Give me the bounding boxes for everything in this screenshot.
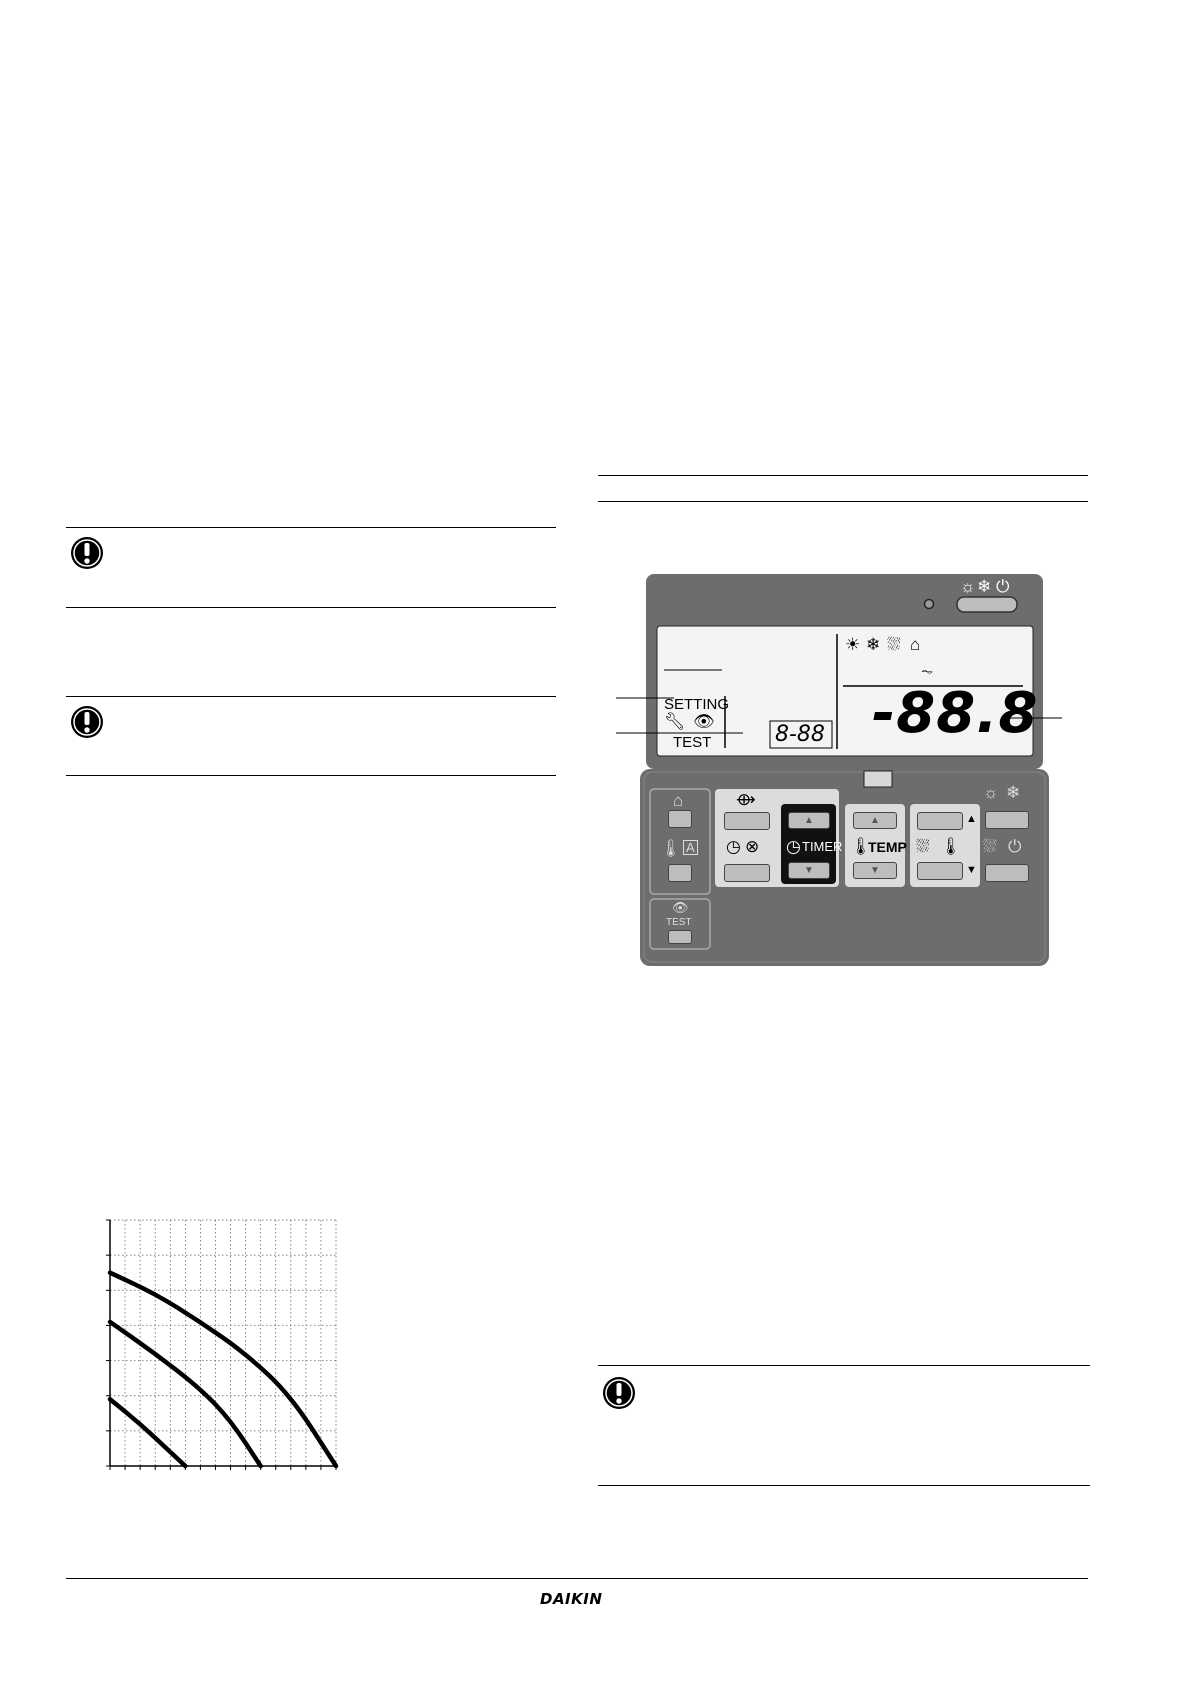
setting-label: SETTING	[664, 696, 730, 713]
clock-icon: ◷	[786, 837, 801, 856]
thermometer-icon: 🌡︎	[660, 839, 682, 858]
rule	[66, 607, 556, 608]
series-line-3	[110, 1399, 185, 1466]
eye-icon: 👁︎	[693, 712, 715, 731]
dhw-power-button[interactable]	[985, 864, 1029, 882]
sun-icon: ☼	[983, 783, 999, 802]
shower-icon: ⛆	[916, 837, 930, 856]
rule	[598, 1485, 1090, 1486]
temp-down-button[interactable]: ▼	[853, 862, 897, 879]
snowflake-icon: ❄	[1006, 783, 1021, 802]
remote-controller	[640, 574, 1049, 966]
thermometer-icon: 🌡︎	[850, 837, 872, 856]
sun-icon: ☀	[845, 635, 861, 654]
timer-label: TIMER	[802, 839, 843, 854]
house-icon: ⌂	[910, 635, 921, 654]
snowflake-icon: ❄	[866, 635, 881, 654]
footer-rule	[66, 1578, 1088, 1579]
big-segment-display: -88.8	[872, 681, 1039, 746]
rule	[66, 527, 556, 528]
timer-up-button[interactable]: ▲	[788, 812, 830, 829]
shower-icon: ⛆	[983, 837, 997, 856]
rule	[66, 696, 556, 697]
dhw-up-button[interactable]	[917, 812, 963, 830]
shower-icon: ⛆	[887, 635, 901, 654]
test-label: TEST	[673, 734, 712, 751]
timer-clear-button[interactable]	[724, 864, 770, 882]
eye-icon: 👁︎	[672, 900, 689, 915]
exclamation-icon	[70, 536, 104, 570]
power-icon: ⏻	[996, 577, 1010, 596]
timer-off-icon: ⊗	[745, 837, 760, 856]
rule	[66, 775, 556, 776]
temp-up-button[interactable]: ▲	[853, 812, 897, 829]
controller-body	[640, 574, 1049, 966]
program-icon: ⟴	[736, 790, 756, 809]
test-button-label: TEST	[666, 917, 692, 928]
pump-curve-chart	[100, 1218, 350, 1478]
timer-down-button[interactable]: ▼	[788, 862, 830, 879]
callout-lines	[610, 690, 1080, 750]
test-button[interactable]	[668, 930, 692, 944]
house-mode-button[interactable]	[668, 810, 692, 828]
weather-dependent-button[interactable]	[668, 864, 692, 882]
program-button[interactable]	[724, 812, 770, 830]
house-icon: ⌂	[673, 791, 684, 810]
down-arrow-icon: ▼	[966, 864, 977, 876]
rule	[598, 501, 1088, 502]
rule	[598, 1365, 1090, 1366]
exclamation-icon	[70, 705, 104, 739]
series-line-1	[110, 1273, 336, 1466]
exclamation-icon	[602, 1376, 636, 1410]
snowflake-icon: ❄	[977, 577, 992, 596]
thermometer-icon: 🌡︎	[940, 837, 962, 856]
wave-icon: ⏦	[921, 663, 934, 680]
heat-cool-button[interactable]	[985, 811, 1029, 829]
power-icon: ⏻	[1008, 837, 1022, 856]
rule	[598, 475, 1088, 476]
daikin-logo: DAIKIN	[540, 1590, 603, 1608]
small-segment-display: 8-88	[775, 722, 825, 747]
up-arrow-icon: ▲	[966, 813, 977, 825]
dhw-down-button[interactable]	[917, 862, 963, 880]
temp-label: TEMP	[868, 839, 907, 855]
clock-icon: ◷	[726, 837, 741, 856]
auto-icon: A	[683, 840, 698, 855]
wrench-icon: 🔧︎	[664, 712, 686, 731]
sun-icon: ☼	[960, 577, 976, 596]
